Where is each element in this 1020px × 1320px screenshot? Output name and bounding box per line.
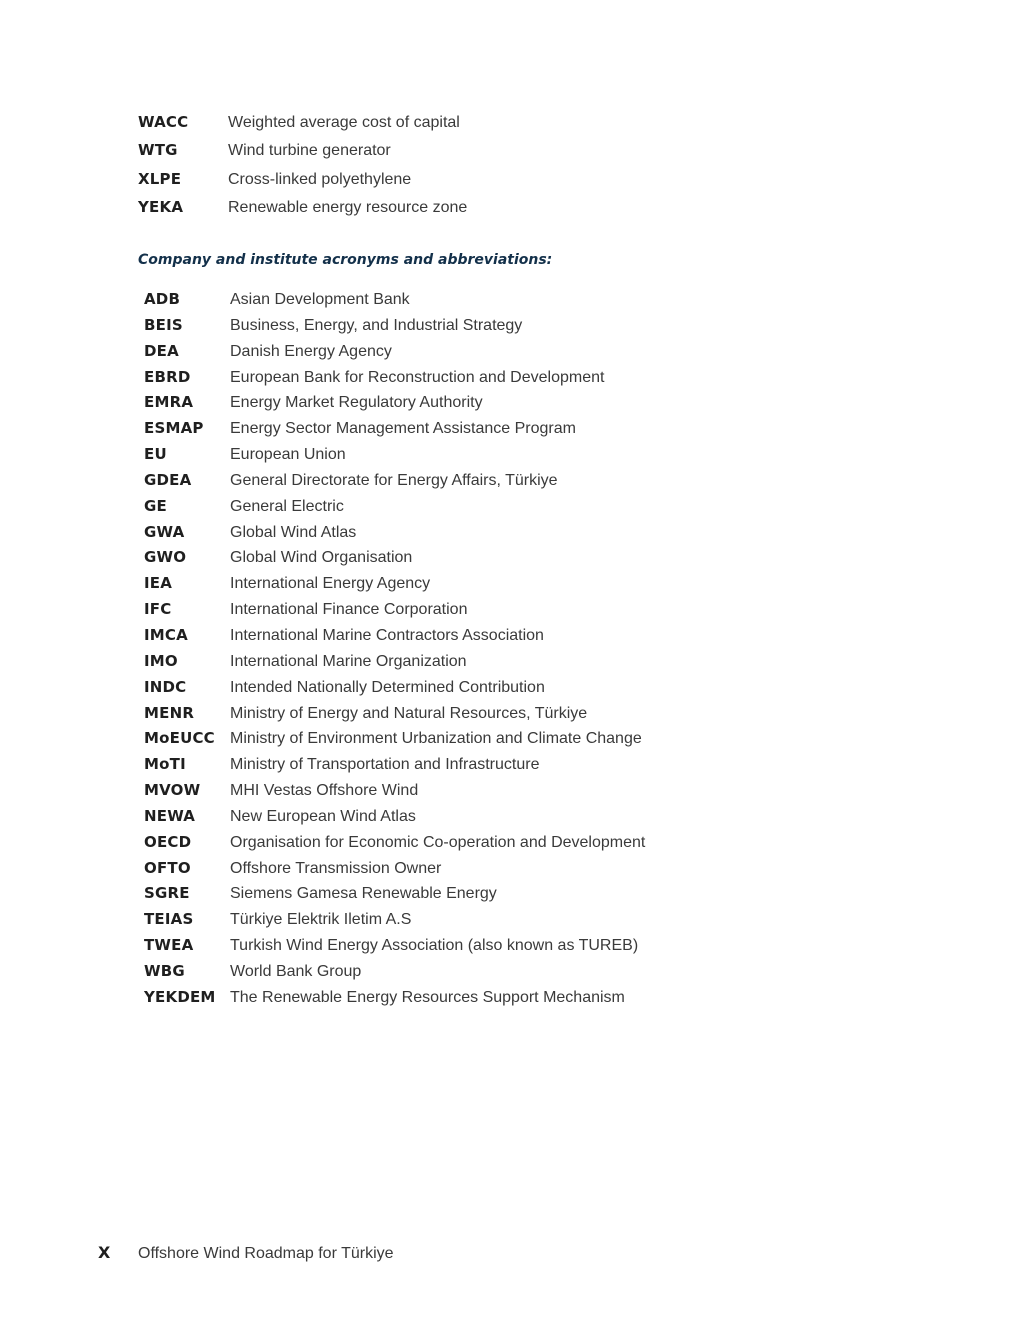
technical-acronym-list: [138, 113, 738, 226]
acronym-definition: Energy Sector Management Assistance Program: [230, 420, 576, 438]
acronym-definition: Asian Development Bank: [230, 291, 410, 308]
acronym-definition: Siemens Gamesa Renewable Energy: [230, 885, 497, 903]
acronym-term: SGRE: [144, 884, 190, 903]
acronym-definition: Intended Nationally Determined Contribution: [230, 678, 545, 696]
acronym-term: INDC: [144, 677, 187, 696]
document-title: Offshore Wind Roadmap for Türkiye: [138, 1245, 394, 1262]
acronym-row: [144, 626, 744, 652]
acronym-definition: International Energy Agency: [230, 575, 431, 593]
acronym-definition: Energy Market Regulatory Authority: [230, 394, 483, 412]
acronym-definition: Wind turbine generator: [228, 142, 391, 160]
acronym-definition: Cross-linked polyethylene: [228, 170, 412, 188]
acronym-term: EMRA: [144, 393, 194, 412]
acronym-definition: World Bank Group: [230, 962, 362, 980]
acronym-definition: International Finance Corporation: [230, 601, 468, 619]
acronym-term: TEIAS: [144, 910, 194, 929]
acronym-term: YEKA: [138, 197, 184, 216]
acronym-term: IFC: [144, 600, 172, 619]
acronym-row: [144, 419, 744, 445]
acronym-definition: European Bank for Reconstruction and Development: [230, 368, 605, 386]
acronym-term: WACC: [138, 113, 189, 131]
acronym-term: MoEUCC: [144, 729, 215, 748]
acronym-row: [144, 342, 744, 368]
acronym-definition: Renewable energy resource zone: [228, 198, 468, 216]
acronym-row: [144, 678, 744, 704]
acronym-term: EBRD: [144, 367, 191, 386]
acronym-term: WBG: [144, 961, 185, 980]
acronym-row: [144, 316, 744, 342]
acronym-row: [144, 729, 744, 755]
acronym-row: [144, 523, 744, 549]
acronym-definition: Türkiye Elektrik Iletim A.S: [230, 911, 412, 929]
acronym-row: [138, 170, 738, 198]
acronym-definition: Global Wind Atlas: [230, 523, 357, 541]
acronym-row: [144, 833, 744, 859]
acronym-term: ESMAP: [144, 419, 204, 438]
acronym-row: [144, 859, 744, 885]
acronym-row: [144, 962, 744, 988]
acronym-row: [144, 445, 744, 471]
acronym-term: GE: [144, 496, 167, 515]
acronym-term: GDEA: [144, 470, 192, 489]
acronym-term: IMO: [144, 651, 178, 670]
acronym-term: OFTO: [144, 858, 191, 877]
acronym-definition: Ministry of Environment Urbanization and Climate Change: [230, 730, 642, 748]
acronym-definition: The Renewable Energy Resources Support Mechanism: [230, 988, 625, 1006]
acronym-row: [144, 704, 744, 730]
acronym-row: [144, 574, 744, 600]
acronym-row: [138, 113, 738, 141]
acronym-definition: New European Wind Atlas: [230, 807, 416, 825]
acronym-row: [144, 988, 744, 1014]
acronym-term: NEWA: [144, 806, 196, 825]
acronym-term: OECD: [144, 832, 192, 851]
acronym-row: [138, 198, 738, 226]
acronym-definition: Global Wind Organisation: [230, 549, 413, 567]
acronym-term: ADB: [144, 290, 181, 308]
acronym-row: [144, 600, 744, 626]
acronym-definition: MHI Vestas Offshore Wind: [230, 782, 419, 800]
acronym-term: TWEA: [144, 936, 194, 955]
acronym-term: WTG: [138, 141, 178, 160]
acronym-definition: Weighted average cost of capital: [228, 114, 460, 131]
acronym-row: [144, 393, 744, 419]
acronym-row: [144, 471, 744, 497]
company-acronym-list: [144, 290, 744, 1014]
acronym-definition: Offshore Transmission Owner: [230, 859, 442, 877]
acronym-row: [144, 548, 744, 574]
acronym-row: [144, 781, 744, 807]
acronym-row: [144, 936, 744, 962]
acronym-term: DEA: [144, 341, 179, 360]
acronym-term: MENR: [144, 703, 195, 722]
acronym-row: [144, 652, 744, 678]
acronym-term: XLPE: [138, 169, 182, 188]
acronym-term: YEKDEM: [144, 987, 216, 1006]
acronym-definition: Ministry of Energy and Natural Resources, Türkiye: [230, 704, 588, 722]
page-footer: [98, 1243, 394, 1263]
acronym-term: GWO: [144, 548, 187, 567]
acronym-definition: Organisation for Economic Co-operation and Development: [230, 833, 646, 851]
acronym-definition: Business, Energy, and Industrial Strategy: [230, 316, 523, 334]
acronym-term: IMCA: [144, 625, 188, 644]
acronym-row: [138, 141, 738, 169]
acronym-definition: General Electric: [230, 497, 344, 515]
acronym-row: [144, 755, 744, 781]
acronym-term: EU: [144, 445, 167, 464]
acronym-definition: European Union: [230, 446, 346, 464]
company-acronyms-heading: Company and institute acronyms and abbreviations:: [138, 252, 553, 268]
acronym-definition: General Directorate for Energy Affairs, Türkiye: [230, 471, 558, 489]
acronym-row: [144, 497, 744, 523]
acronym-definition: Ministry of Transportation and Infrastructure: [230, 756, 540, 774]
page-number: X: [98, 1243, 111, 1262]
acronym-definition: Turkish Wind Energy Association (also known as TUREB): [230, 937, 639, 955]
acronym-term: BEIS: [144, 315, 183, 334]
acronym-row: [144, 290, 744, 316]
acronym-definition: International Marine Contractors Association: [230, 626, 544, 644]
acronym-term: MoTI: [144, 755, 186, 774]
acronym-term: IEA: [144, 574, 173, 593]
acronym-definition: Danish Energy Agency: [230, 342, 392, 360]
acronym-row: [144, 884, 744, 910]
acronym-row: [144, 910, 744, 936]
acronym-definition: International Marine Organization: [230, 652, 467, 670]
acronym-row: [144, 368, 744, 394]
acronym-row: [144, 807, 744, 833]
acronym-term: MVOW: [144, 781, 201, 800]
acronym-term: GWA: [144, 522, 185, 541]
